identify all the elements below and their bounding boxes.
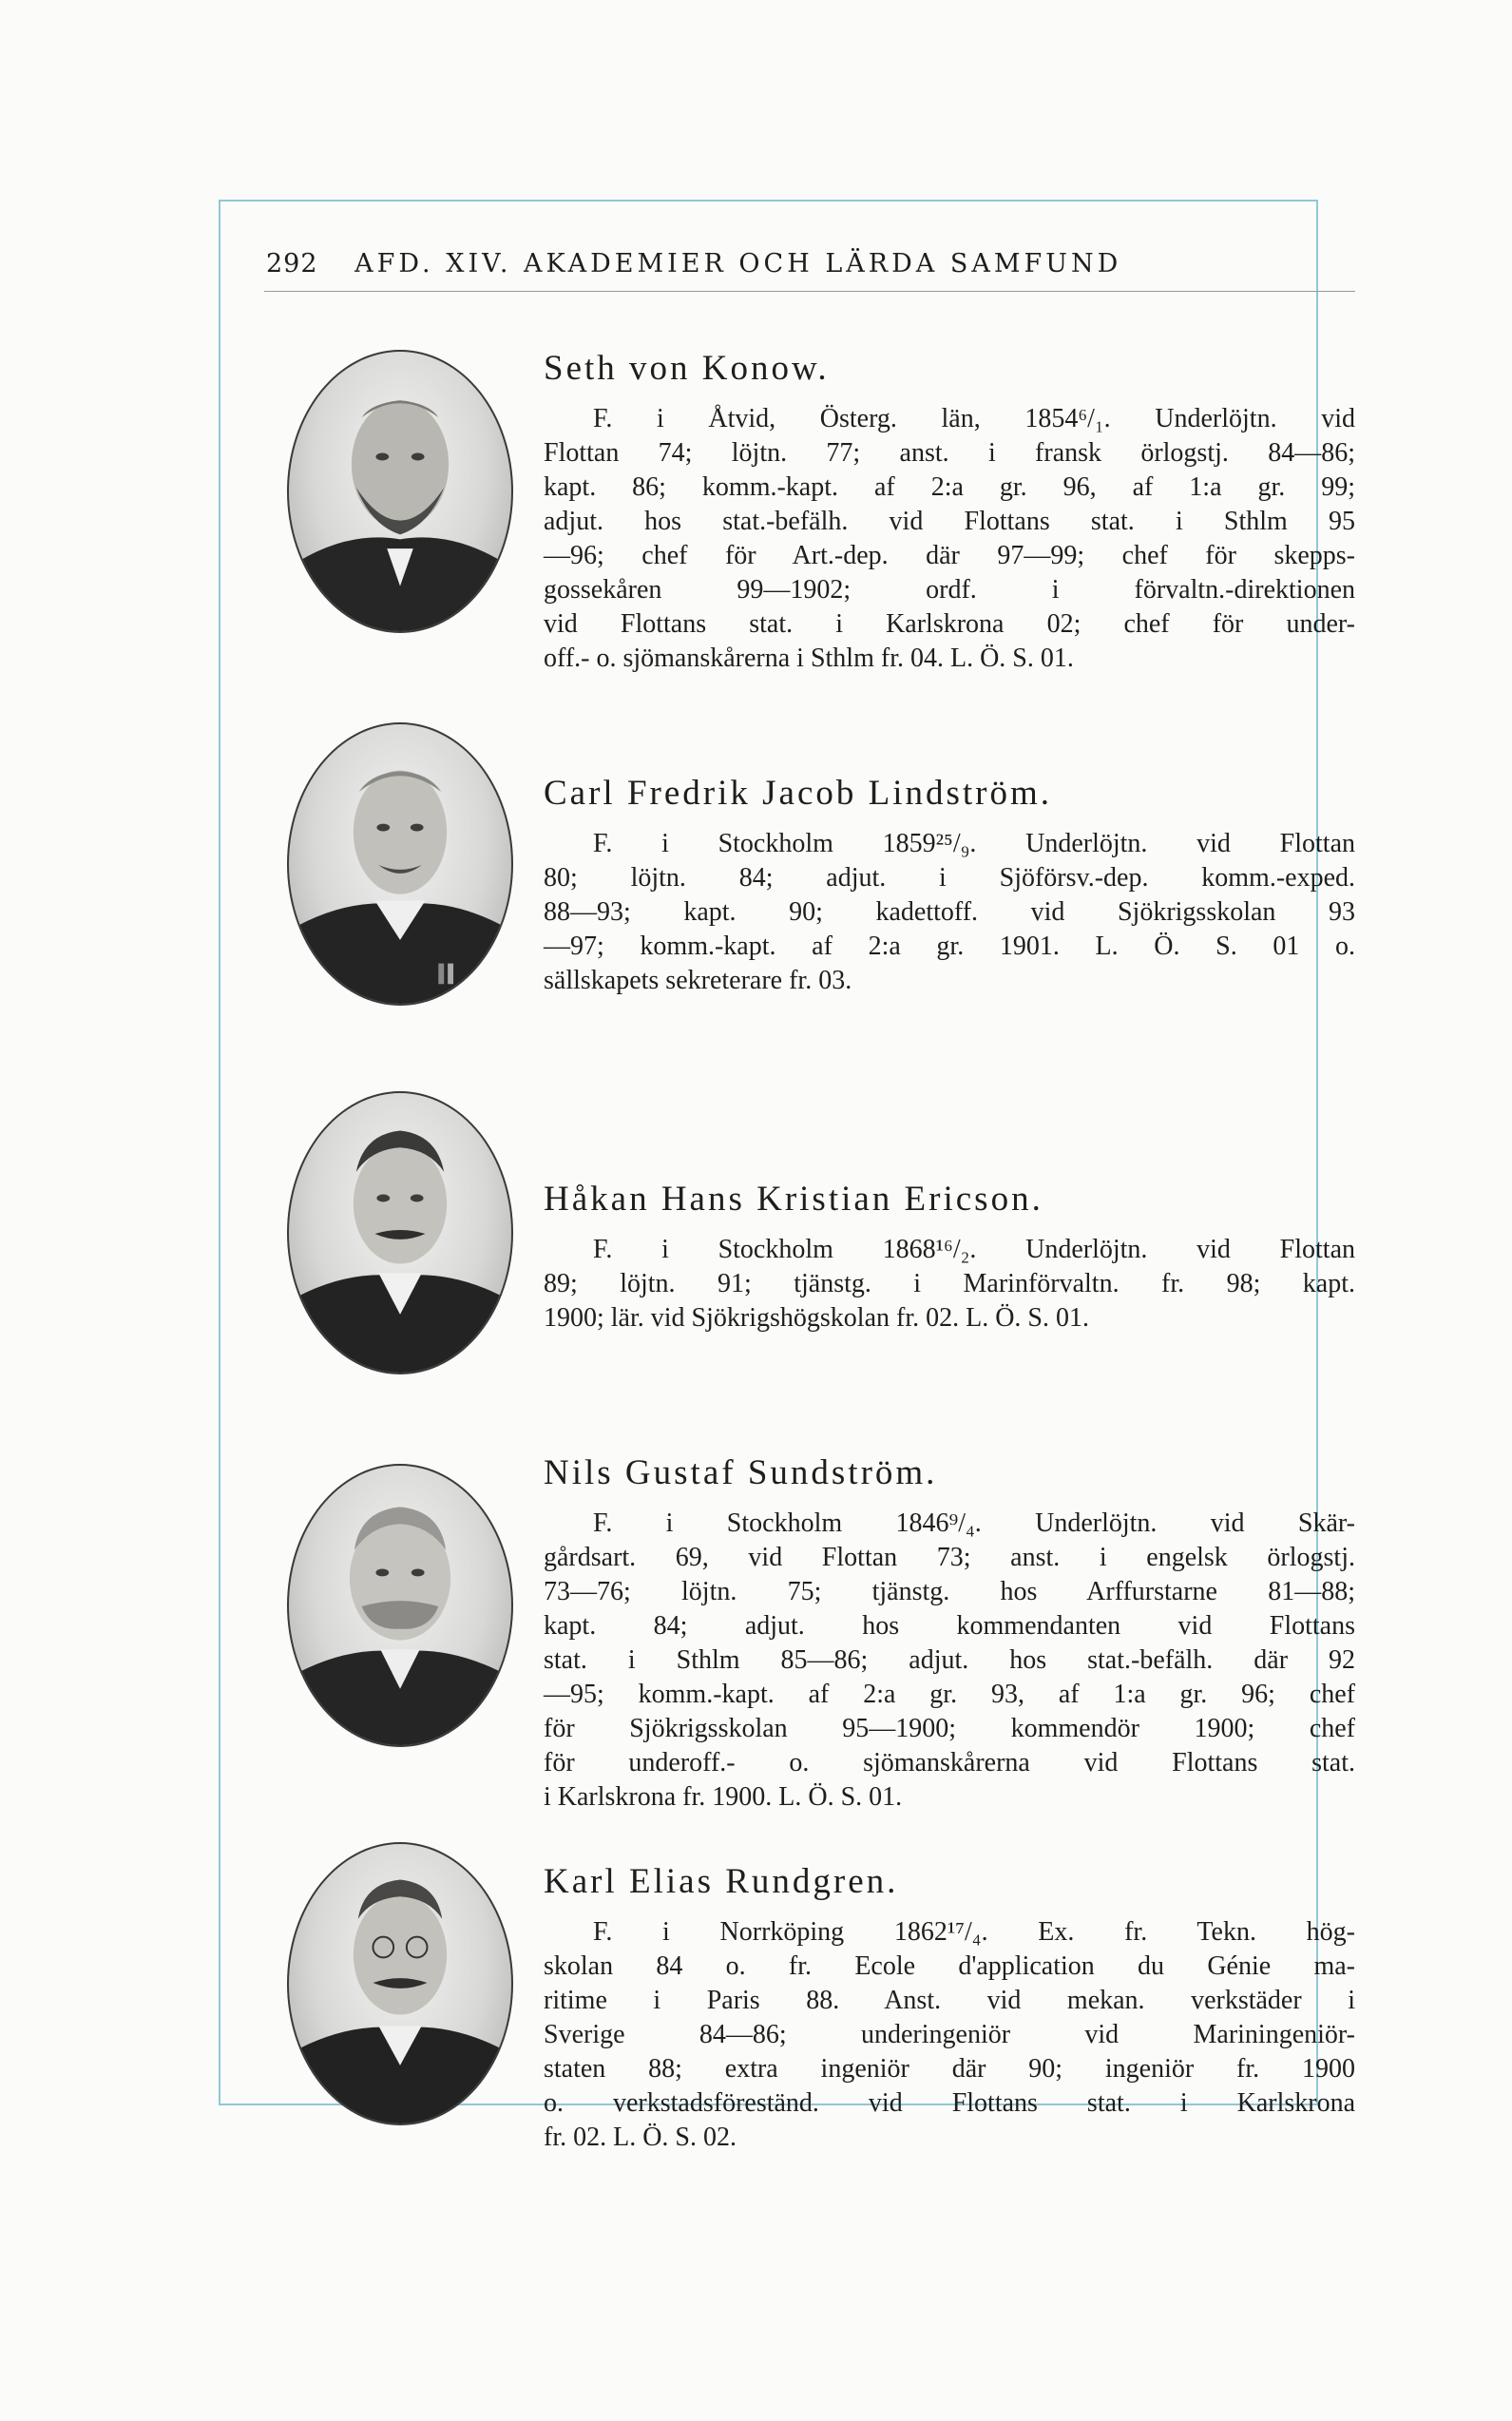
- running-head: [266, 249, 1349, 279]
- person-name: Carl Fredrik Jacob Lindström.: [544, 774, 1053, 813]
- bio-line: kapt. 86; komm.-kapt. af 2:a gr. 96, af 1:a gr. 99;: [544, 472, 1355, 502]
- bio-line: i Karlskrona fr. 1900. L. Ö. S. 01.: [544, 1782, 903, 1812]
- portrait-image: [287, 1842, 513, 2125]
- bio-line: Sverige 84—86; underingeniör vid Mariningeniör-: [544, 2020, 1355, 2049]
- bio-line: sällskapets sekreterare fr. 03.: [544, 966, 852, 995]
- portrait-image: [287, 722, 513, 1006]
- person-name: Seth von Konow.: [544, 349, 830, 388]
- bio-line: F. i Stockholm 1846⁹/₄. Underlöjtn. vid Skär-: [593, 1508, 1355, 1538]
- portrait-image: [287, 350, 513, 633]
- biography-text: [544, 1233, 1355, 1335]
- person-name: Håkan Hans Kristian Ericson.: [544, 1180, 1043, 1219]
- bio-line: ritime i Paris 88. Anst. vid mekan. verkstäder i: [544, 1986, 1355, 2015]
- portrait-image: [287, 1464, 513, 1747]
- bio-line: vid Flottans stat. i Karlskrona 02; chef för under-: [544, 609, 1355, 639]
- person-name: Karl Elias Rundgren.: [544, 1862, 899, 1901]
- bio-line: F. i Stockholm 1859²⁵/₉. Underlöjtn. vid Flottan: [593, 829, 1355, 858]
- bio-line: adjut. hos stat.-befälh. vid Flottans stat. i Sthlm 95: [544, 507, 1355, 536]
- portrait-image: [287, 1091, 513, 1374]
- bio-line: —95; komm.-kapt. af 2:a gr. 93, af 1:a gr. 96; chef: [544, 1680, 1355, 1709]
- bio-line: —97; komm.-kapt. af 2:a gr. 1901. L. Ö. S. 01 o.: [544, 932, 1355, 961]
- section-title: AFD. XIV. AKADEMIER OCH LÄRDA SAMFUND: [354, 249, 1122, 279]
- bio-line: F. i Åtvid, Österg. län, 1854⁶/₁. Underlöjtn. vid: [593, 404, 1355, 433]
- biography-text: [544, 1507, 1355, 1815]
- bio-line: staten 88; extra ingeniör där 90; ingeniör fr. 1900: [544, 2054, 1355, 2084]
- bio-line: F. i Stockholm 1868¹⁶/₂. Underlöjtn. vid Flottan: [593, 1235, 1355, 1264]
- biography-text: [544, 1915, 1355, 2155]
- bio-line: stat. i Sthlm 85—86; adjut. hos stat.-befälh. där 92: [544, 1645, 1355, 1675]
- bio-line: Flottan 74; löjtn. 77; anst. i fransk örlogstj. 84—86;: [544, 438, 1355, 468]
- bio-line: fr. 02. L. Ö. S. 02.: [544, 2123, 737, 2152]
- header-rule: [264, 291, 1355, 292]
- bio-line: för underoff.- o. sjömanskårerna vid Flottans stat.: [544, 1748, 1355, 1777]
- bio-line: för Sjökrigsskolan 95—1900; kommendör 1900; chef: [544, 1714, 1355, 1743]
- person-name: Nils Gustaf Sundström.: [544, 1453, 938, 1492]
- page-number: 292: [266, 249, 318, 279]
- bio-line: 89; löjtn. 91; tjänstg. i Marinförvaltn. fr. 98; kapt.: [544, 1269, 1355, 1298]
- bio-line: 88—93; kapt. 90; kadettoff. vid Sjökrigsskolan 93: [544, 897, 1355, 927]
- bio-line: 80; löjtn. 84; adjut. i Sjöförsv.-dep. komm.-exped.: [544, 863, 1355, 893]
- bio-line: skolan 84 o. fr. Ecole d'application du Génie ma-: [544, 1951, 1355, 1981]
- bio-line: —96; chef för Art.-dep. där 97—99; chef för skepps-: [544, 541, 1355, 570]
- biography-text: [544, 402, 1355, 676]
- bio-line: o. verkstadsföreständ. vid Flottans stat. i Karlskrona: [544, 2088, 1355, 2118]
- bio-line: kapt. 84; adjut. hos kommendanten vid Flottans: [544, 1611, 1355, 1641]
- bio-line: 73—76; löjtn. 75; tjänstg. hos Arffurstarne 81—88;: [544, 1577, 1355, 1606]
- bio-line: off.- o. sjömanskårerna i Sthlm fr. 04. L. Ö. S. 01.: [544, 644, 1074, 673]
- biography-text: [544, 827, 1355, 998]
- bio-line: gossekåren 99—1902; ordf. i förvaltn.-direktionen: [544, 575, 1355, 605]
- bio-line: F. i Norrköping 1862¹⁷/₄. Ex. fr. Tekn. hög-: [593, 1917, 1355, 1947]
- bio-line: gårdsart. 69, vid Flottan 73; anst. i engelsk örlogstj.: [544, 1543, 1355, 1572]
- bio-line: 1900; lär. vid Sjökrigshögskolan fr. 02. L. Ö. S. 01.: [544, 1303, 1089, 1333]
